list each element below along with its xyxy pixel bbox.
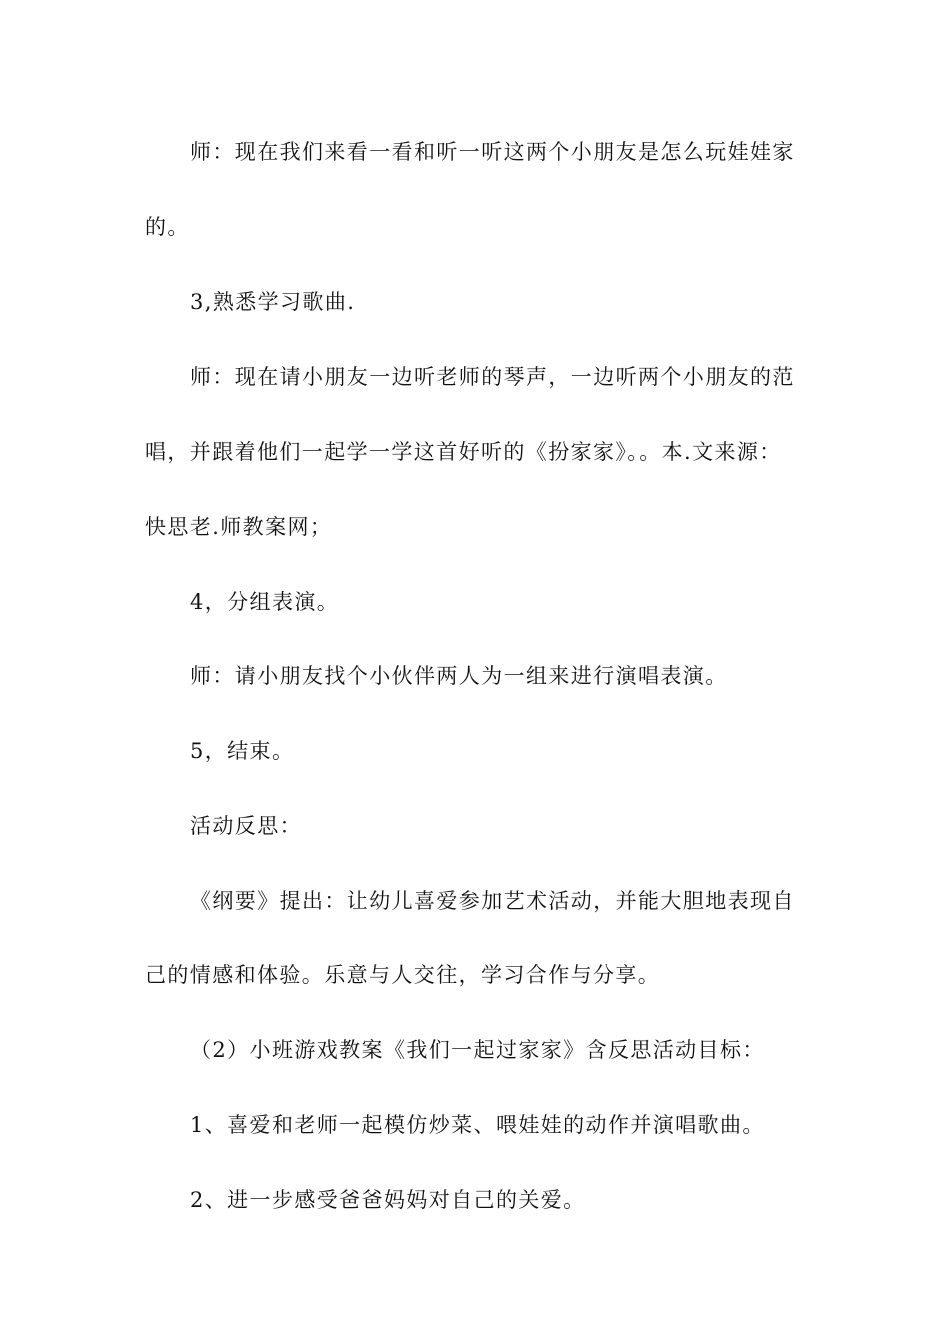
text-line: 己的情感和体验。乐意与人交往，学习合作与分享。 bbox=[145, 963, 661, 987]
text-line: 4，分组表演。 bbox=[190, 590, 340, 614]
text-line: 师：请小朋友找个小伙伴两人为一组来进行演唱表演。 bbox=[190, 664, 728, 688]
text-line: 师：现在我们来看一看和听一听这两个小朋友是怎么玩娃娃家 bbox=[190, 140, 795, 164]
text-line: 5，结束。 bbox=[190, 739, 295, 763]
list-item: 1、喜爱和老师一起模仿炒菜、喂娃娃的动作并演唱歌曲。 bbox=[190, 1113, 765, 1137]
text-line: 快思老.师教案网； bbox=[145, 515, 333, 539]
text-line: 师：现在请小朋友一边听老师的琴声，一边听两个小朋友的范 bbox=[190, 365, 795, 389]
text-line: 3,熟悉学习歌曲. bbox=[190, 290, 356, 314]
text-line: 《纲要》提出：让幼儿喜爱参加艺术活动，并能大胆地表现自 bbox=[190, 889, 795, 913]
text-line: 唱，并跟着他们一起学一学这首好听的《扮家家》。。本.文来源： bbox=[145, 440, 782, 464]
list-item: 2、进一步感受爸爸妈妈对自己的关爱。 bbox=[190, 1188, 586, 1212]
text-line: 的。 bbox=[145, 215, 190, 239]
text-line: （2）小班游戏教案《我们一起过家家》含反思活动目标： bbox=[190, 1038, 765, 1062]
section-heading: 活动反思： bbox=[190, 814, 302, 838]
